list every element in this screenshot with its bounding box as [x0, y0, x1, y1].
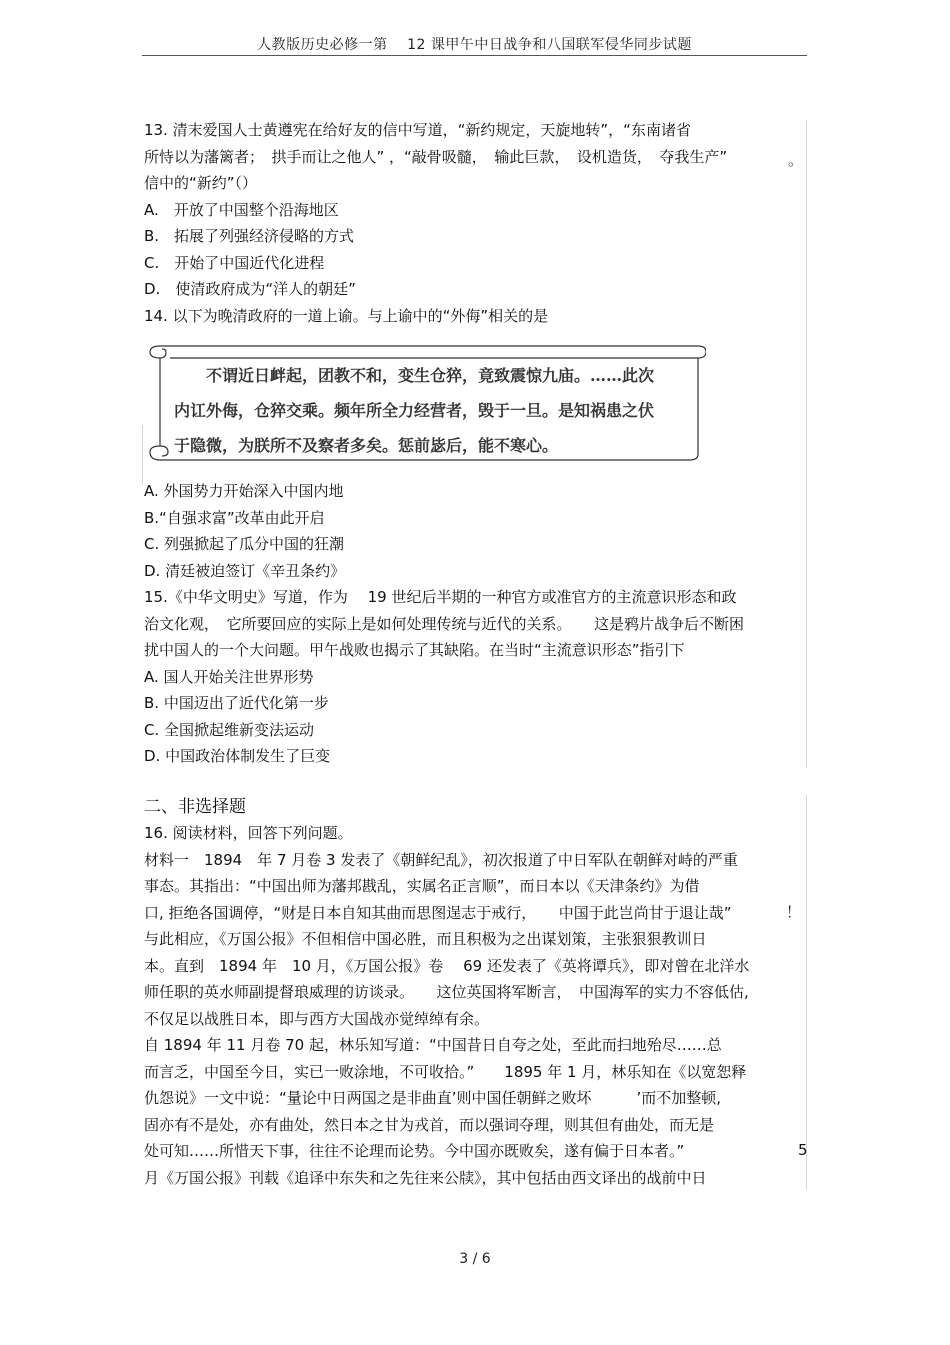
edict-line: 不谓近日衅起，团教不和，变生仓猝，竟致震惊九庙。……此次 [174, 366, 655, 385]
option-a: A. 国人开始关注世界形势 [144, 667, 314, 686]
header-divider [142, 55, 807, 56]
question-16-line: 16. 阅读材料，回答下列问题。 [144, 824, 353, 842]
stray-mark: 5 [798, 1141, 808, 1159]
question-16-line: 材料一 1894 年 7 月卷 3 发表了《朝鲜纪乱》，初次报道了中日军队在朝鲜对峙的严重 [144, 850, 738, 869]
page-header: 人教版历史必修一第 12 课甲午中日战争和八国联军侵华同步试题 [257, 37, 692, 53]
question-16-line: 与此相应，《万国公报》不但相信中国必胜，而且积极为之出谋划策，主张狠狠教训日 [144, 930, 707, 948]
question-13 [144, 117, 809, 329]
question-14-stem: 14. 以下为晚清政府的一道上谕。与上谕中的“外侮”相关的是 [144, 306, 549, 325]
question-16-line: 而言乏，中国至今日，实已一败涂地，不可收拾。” 1895 年 1 月，林乐知在《以宽恕释 [144, 1062, 747, 1081]
option-a: A. 开放了中国整个沿海地区 [144, 200, 339, 219]
option-c: C. 开始了中国近代化进程 [144, 253, 325, 272]
question-14-15 [144, 478, 809, 770]
question-16-line: 口, 拒绝各国调停，“财是日本自知其曲而思图逞志于戒行， 中国于此岂尚甘于退让哉” [144, 903, 732, 922]
option-c: C. 全国掀起维新变法运动 [144, 720, 315, 739]
option-d: D. 中国政治体制发生了巨变 [144, 747, 331, 765]
question-16 [144, 820, 809, 1191]
question-15-line: 扰中国人的一个大问题。甲午战败也揭示了其缺陷。在当时“主流意识形态”指引下 [144, 641, 685, 659]
question-16-line: 仇怨说》一文中说：“量论中日两国之是非曲直’则中国任朝鲜之败坏 ’而不加整顿, [144, 1089, 722, 1107]
question-16-line: 本。直到 1894 年 10 月，《万国公报》卷 69 还发表了《英将谭兵》，即对曾在北洋水 [144, 956, 750, 975]
question-16-line: 不仅足以战胜日本，即与西方大国战亦觉绰绰有余。 [144, 1009, 490, 1028]
edict-line: 内讧外侮，仓猝交乘。频年所全力经营者，毁于一旦。是知祸患之伏 [174, 401, 655, 420]
option-d: D. 使清政府成为“洋人的朝廷” [144, 280, 356, 298]
column-border-left [142, 425, 143, 485]
section-title: 二、非选择题 [144, 797, 246, 817]
question-16-line: 事态。其指出：“中国出师为藩邦戡乱，实属名正言顺”，而日本以《天津条约》为借 [144, 877, 700, 895]
question-13-line: 信中的“新约”（） [144, 174, 258, 192]
question-16-line: 月《万国公报》刊载《追译中东失和之先往来公牍》，其中包括由西文译出的战前中日 [144, 1168, 707, 1187]
question-16-line: 师任职的英水师副提督琅威理的访谈录。 这位英国将军断言， 中国海军的实力不容低估, [144, 983, 749, 1001]
question-16-line: 处可知……所惜天下事，往往不论理而论势。今中国亦既败矣，遂有偏于日本者。” [144, 1142, 685, 1160]
question-13-line: 13. 清末爱国人士黄遵宪在给好友的信中写道，“新约规定，天旋地转”，“东南诸省 [144, 121, 691, 139]
option-b: B.“自强求富”改革由此开启 [144, 508, 325, 527]
page-number: 3 / 6 [459, 1251, 491, 1267]
question-13-line: 所恃以为藩篱者； 拱手而让之他人” ，“敲骨吸髓， 输此巨款， 设机造货， 夺我生产” [144, 147, 728, 166]
option-b: B. 拓展了列强经济侵略的方式 [144, 227, 355, 245]
question-15-line: 治文化观， 它所要回应的实际上是如何处理传统与近代的关系。 这是鸦片战争后不断困 [144, 614, 745, 633]
option-c: C. 列强掀起了瓜分中国的狂潮 [144, 535, 345, 553]
question-16-line: 固亦有不是处，亦有曲处，然日本之甘为戎首，而以强词夺理，则其但有曲处，而无是 [144, 1115, 715, 1134]
edict-scroll-image [146, 340, 706, 465]
option-d: D. 清廷被迫签订《辛丑条约》 [144, 561, 346, 580]
option-b: B. 中国迈出了近代化第一步 [144, 694, 329, 712]
question-16-line: 自 1894 年 11 月卷 70 起，林乐知写道：“中国昔日自夸之处，至此而扫地殆尽……总 [144, 1036, 722, 1054]
stray-punctuation: 。 [788, 151, 804, 169]
question-15-line: 15.《中华文明史》写道，作为 19 世纪后半期的一种官方或准官方的主流意识形态和政 [144, 588, 737, 606]
option-a: A. 外国势力开始深入中国内地 [144, 482, 344, 500]
edict-line: 于隐微，为朕所不及察者多矣。惩前毖后，能不寒心。 [174, 436, 559, 455]
edict-text [174, 358, 684, 463]
stray-mark: ！ [786, 903, 802, 921]
